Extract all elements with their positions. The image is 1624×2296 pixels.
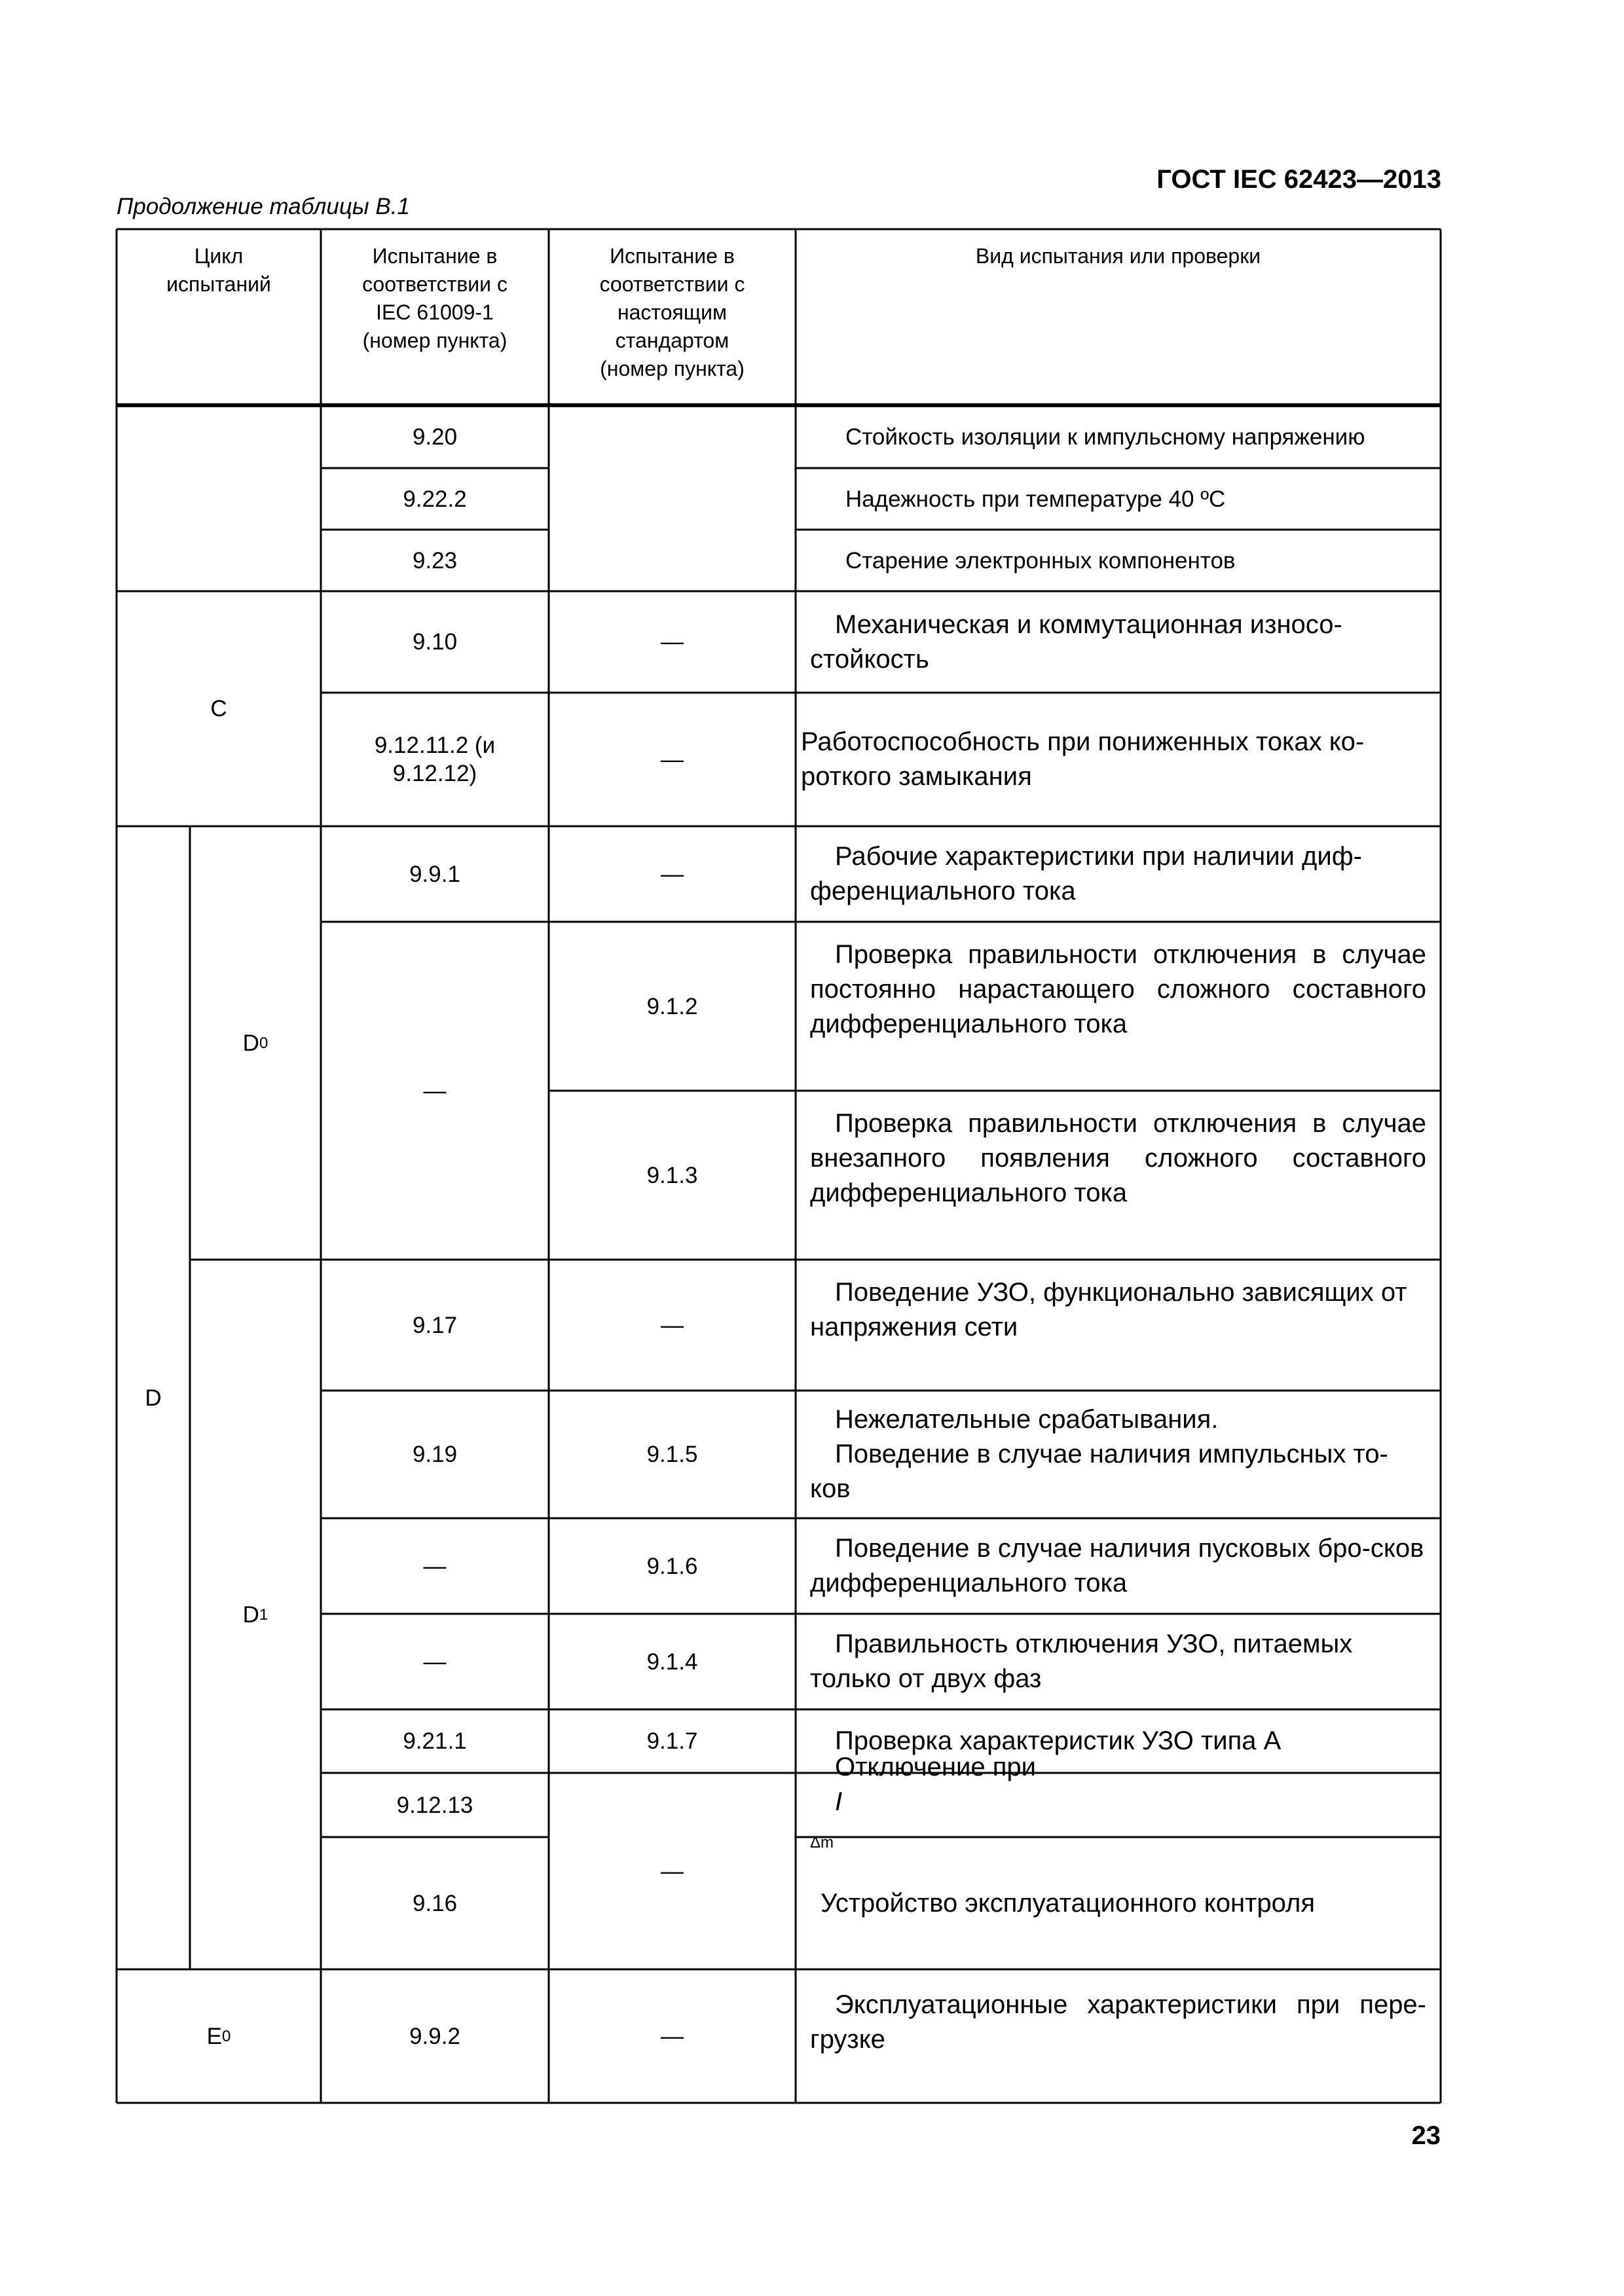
table-cell-kind: Проверка правильности отключения в случае постоянно нарастающего сложного составного дифференциального тока — [810, 940, 1426, 1038]
table-cell-kind: Устройство эксплуатационного контроля — [821, 1888, 1315, 1918]
table-cell-standard: 9.1.7 — [646, 1728, 698, 1754]
table-cell-standard: 9.1.5 — [646, 1442, 698, 1467]
table-cell-iec: 9.23 — [412, 547, 458, 574]
table-cell-iec: 9.22.2 — [403, 486, 467, 512]
table-cell-standard: — — [661, 861, 684, 887]
table-cell-iec: 9.20 — [412, 424, 458, 450]
column-header-test-kind: Вид испытания или проверки — [975, 244, 1261, 268]
table-cell-standard: — — [661, 1858, 684, 1884]
table-cell-standard: 9.1.4 — [646, 1649, 698, 1675]
table-cell-kind: Эксплуатационные характеристики при пере-грузке — [810, 1990, 1426, 2054]
column-header-cycle: Цикл испытаний — [166, 244, 271, 296]
table-cell-kind: Надежность при температуре 40 ºС — [845, 486, 1226, 512]
table-continuation-caption: Продолжение таблицы В.1 — [117, 194, 410, 219]
column-header-iec: Испытание в соответствии с IEC 61009-1 (номер пункта) — [362, 244, 507, 352]
table-cell-kind: Стойкость изоляции к импульсному напряжению — [845, 424, 1365, 450]
table-cell-iec: — — [423, 1078, 447, 1104]
table-cell-iec: 9.16 — [412, 1890, 458, 1916]
standard-designation: ГОСТ IEC 62423—2013 — [1156, 165, 1441, 194]
table-cell-kind: Поведение в случае наличия пусковых бро-сков дифференциального тока — [810, 1534, 1424, 1597]
table-cell-standard: — — [661, 2023, 684, 2049]
table-cell-kind: Работоспособность при пониженных токах ко-роткого замыкания — [801, 727, 1365, 791]
table-cell-iec: 9.12.11.2 (и 9.12.12) — [374, 733, 496, 786]
group-label-c: С — [210, 696, 227, 721]
table-cell-kind: Механическая и коммутационная износо-стойкость — [810, 610, 1342, 674]
table-cell-kind: Отключение при I $_{\Delta m}$ — [810, 1753, 1036, 1851]
group-label-d: D — [145, 1385, 162, 1411]
table-cell-iec: 9.10 — [412, 629, 458, 655]
table-cell-kind: Поведение УЗО, функционально зависящих от напряжения сети — [810, 1278, 1407, 1341]
group-label-e0: E 0 — [206, 2023, 231, 2049]
table-cell-kind: Старение электронных компонентов — [845, 547, 1236, 574]
table-cell-standard: 9.1.3 — [646, 1162, 698, 1188]
table-cell-standard: — — [661, 746, 684, 773]
column-header-this-standard: Испытание в соответствии с настоящим стандартом (номер пункта) — [599, 244, 745, 380]
table-cell-iec: 9.17 — [412, 1312, 458, 1338]
table-cell-iec: 9.19 — [412, 1442, 458, 1467]
table-cell-standard: — — [661, 629, 684, 655]
table-cell-standard: — — [661, 1312, 684, 1338]
table-cell-iec: — — [423, 1649, 447, 1675]
table-cell-standard: 9.1.6 — [646, 1553, 698, 1579]
group-label-d0: D 0 — [242, 1030, 268, 1056]
table-cell-iec: 9.9.2 — [409, 2023, 460, 2049]
table-cell-kind: Проверка правильности отключения в случае внезапного появления сложного составного дифференциального тока — [810, 1109, 1426, 1207]
table-cell-kind: Нежелательные срабатывания. Поведение в случае наличия импульсных то-ков — [810, 1405, 1388, 1503]
table-cell-iec: 9.12.13 — [396, 1792, 473, 1818]
page-number: 23 — [1411, 2121, 1441, 2150]
table-cell-iec: — — [423, 1553, 447, 1579]
table-cell-kind: Рабочие характеристики при наличии диф-ференциального тока — [810, 842, 1362, 905]
table-cell-kind: Проверка характеристик УЗО типа А — [835, 1726, 1282, 1755]
table-cell-iec: 9.21.1 — [403, 1728, 467, 1754]
table-cell-standard: 9.1.2 — [646, 993, 698, 1019]
group-label-d1: D 1 — [242, 1601, 268, 1628]
table-cell-kind: Правильность отключения УЗО, питаемых только от двух фаз — [810, 1630, 1353, 1693]
table-cell-iec: 9.9.1 — [409, 861, 460, 887]
